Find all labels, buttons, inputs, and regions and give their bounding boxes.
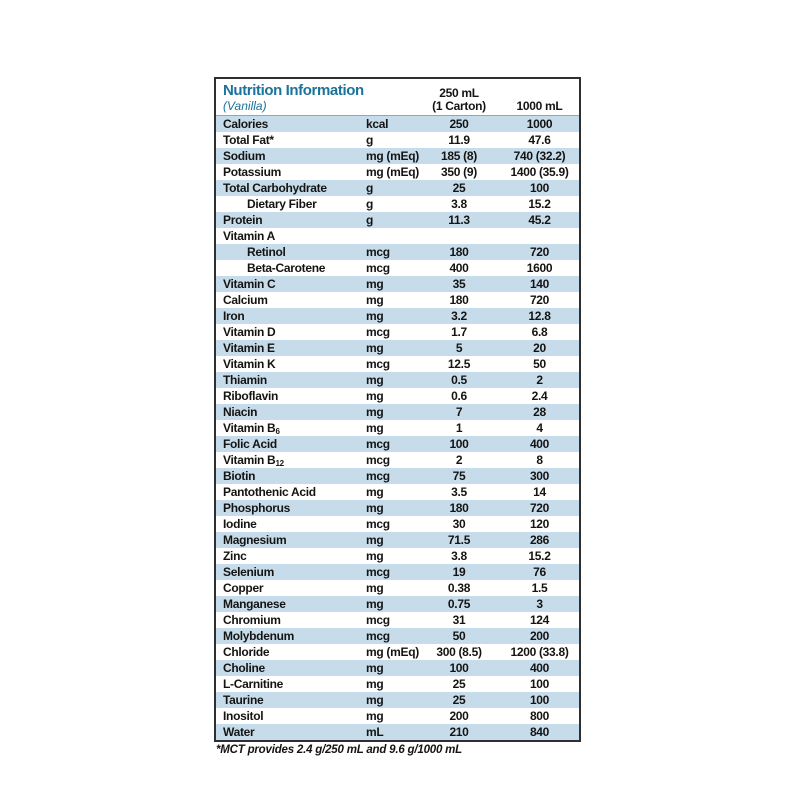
nutrient-name: Molybdenum (223, 629, 294, 643)
nutrient-name: Retinol (247, 245, 286, 259)
nutrient-name: Riboflavin (223, 389, 279, 403)
value-250ml: 75 (452, 469, 466, 483)
nutrient-name: Calcium (223, 293, 268, 307)
value-250ml: 0.5 (451, 373, 467, 387)
value-250ml: 0.38 (447, 581, 471, 595)
value-1000ml: 720 (529, 501, 550, 515)
nutrient-name: Zinc (223, 549, 247, 563)
nutrient-name: Total Fat* (223, 133, 274, 147)
nutrient-unit: mcg (366, 613, 390, 627)
value-1000ml: 100 (529, 677, 550, 691)
table-row (216, 308, 579, 324)
mct-footnote: *MCT provides 2.4 g/250 mL and 9.6 g/1000 mL (216, 744, 462, 756)
nutrient-name: Selenium (223, 565, 274, 579)
table-row (216, 564, 579, 580)
value-1000ml: 300 (529, 469, 550, 483)
nutrient-name: Vitamin $B_{12}$ (223, 453, 284, 468)
table-row (216, 708, 579, 724)
table-body (216, 116, 579, 740)
column-header-250ml-line1: 250 mL (439, 86, 479, 100)
value-250ml: 25 (452, 181, 466, 195)
nutrient-unit: mcg (366, 517, 390, 531)
value-250ml: 12.5 (447, 357, 471, 371)
nutrient-name: Chromium (223, 613, 281, 627)
value-250ml: 180 (449, 501, 469, 515)
nutrient-unit: mcg (366, 325, 390, 339)
nutrient-unit: mcg (366, 565, 390, 579)
nutrient-unit: mg (mEq) (366, 165, 419, 179)
nutrient-unit: mg (366, 533, 384, 547)
nutrient-name: Vitamin K (223, 357, 276, 371)
table-row (216, 484, 579, 500)
table-row (216, 164, 579, 180)
column-header-250ml (418, 82, 500, 113)
table-row (216, 452, 579, 468)
value-250ml: 200 (449, 709, 469, 723)
nutrition-table (214, 77, 581, 742)
value-250ml: 400 (449, 261, 469, 275)
value-1000ml: 200 (529, 629, 550, 643)
table-row (216, 660, 579, 676)
value-250ml: 7 (455, 405, 463, 419)
title-block (216, 82, 366, 113)
value-250ml: 0.6 (451, 389, 467, 403)
value-1000ml: 4 (536, 421, 543, 435)
nutrient-unit: mg (366, 373, 384, 387)
value-250ml: 0.75 (447, 597, 471, 611)
table-row (216, 404, 579, 420)
value-1000ml: 12.8 (528, 309, 551, 323)
nutrient-unit: mcg (366, 357, 390, 371)
table-row (216, 580, 579, 596)
nutrient-name: Vitamin D (223, 325, 276, 339)
table-row (216, 340, 579, 356)
table-row (216, 116, 579, 132)
table-row (216, 324, 579, 340)
value-250ml: 25 (452, 693, 466, 707)
table-row (216, 260, 579, 276)
nutrient-unit: mg (366, 277, 384, 291)
value-1000ml: 1200 (33.8) (510, 645, 569, 659)
table-row (216, 356, 579, 372)
value-250ml: 210 (449, 725, 469, 739)
nutrient-unit: mcg (366, 437, 390, 451)
value-1000ml: 140 (529, 277, 550, 291)
value-1000ml: 28 (533, 405, 546, 419)
value-250ml: 19 (452, 565, 466, 579)
table-row (216, 676, 579, 692)
nutrient-unit: g (366, 133, 374, 147)
nutrient-unit: mg (366, 597, 384, 611)
value-1000ml: 2 (536, 373, 543, 387)
value-250ml: 5 (455, 341, 463, 355)
nutrient-unit: mg (366, 677, 384, 691)
nutrient-unit: mcg (366, 245, 390, 259)
nutrient-unit: mg (366, 293, 384, 307)
value-1000ml: 8 (536, 453, 543, 467)
value-1000ml: 124 (529, 613, 550, 627)
value-1000ml: 15.2 (528, 197, 551, 211)
nutrient-unit: mg (366, 485, 384, 499)
nutrient-unit: mg (mEq) (366, 149, 419, 163)
nutrient-name: Vitamin $B_6$ (223, 421, 280, 436)
nutrient-unit: mg (366, 341, 384, 355)
value-1000ml: 76 (533, 565, 546, 579)
nutrient-name: Beta-Carotene (247, 261, 326, 275)
nutrient-name: Sodium (223, 149, 266, 163)
nutrient-name: Pantothenic Acid (223, 485, 316, 499)
nutrient-unit: mg (366, 405, 384, 419)
column-header-250ml-line2: (1 Carton) (432, 99, 486, 113)
value-250ml: 11.9 (448, 133, 470, 147)
value-1000ml: 840 (529, 725, 550, 739)
table-row (216, 724, 579, 740)
table-row (216, 516, 579, 532)
nutrient-unit: mg (366, 549, 384, 563)
table-row (216, 548, 579, 564)
value-250ml: 3.2 (451, 309, 467, 323)
value-1000ml: 1000 (526, 117, 553, 131)
value-1000ml: 1400 (35.9) (510, 165, 569, 179)
nutrient-name: Vitamin E (223, 341, 275, 355)
table-row (216, 228, 579, 244)
column-header-1000ml (500, 82, 579, 113)
value-250ml: 250 (449, 117, 469, 131)
value-250ml: 2 (455, 453, 463, 467)
value-1000ml: 720 (529, 245, 550, 259)
nutrient-name: Manganese (223, 597, 286, 611)
table-row (216, 212, 579, 228)
column-header-1000ml-label: 1000 mL (516, 99, 563, 113)
value-1000ml: 1600 (526, 261, 553, 275)
value-250ml: 1.7 (451, 325, 467, 339)
nutrient-unit: mcg (366, 469, 390, 483)
nutrient-name: Total Carbohydrate (223, 181, 327, 195)
table-row (216, 596, 579, 612)
value-1000ml: 3 (536, 597, 543, 611)
table-row (216, 148, 579, 164)
value-250ml: 30 (452, 517, 466, 531)
value-1000ml: 800 (529, 709, 550, 723)
nutrient-name: Phosphorus (223, 501, 291, 515)
value-1000ml: 14 (533, 485, 546, 499)
value-250ml: 3.5 (451, 485, 467, 499)
nutrient-name: Potassium (223, 165, 281, 179)
value-1000ml: 1.5 (531, 581, 548, 595)
value-250ml: 100 (449, 661, 469, 675)
nutrient-unit: mcg (366, 629, 390, 643)
value-250ml: 71.5 (447, 533, 471, 547)
table-row (216, 244, 579, 260)
nutrient-name: Iron (223, 309, 245, 323)
nutrient-name: Vitamin C (223, 277, 276, 291)
nutrient-unit: mg (366, 389, 384, 403)
value-1000ml: 20 (533, 341, 546, 355)
value-1000ml: 2.4 (531, 389, 548, 403)
table-row (216, 180, 579, 196)
nutrient-name: Magnesium (223, 533, 287, 547)
nutrient-name: Thiamin (223, 373, 267, 387)
table-row (216, 468, 579, 484)
nutrient-unit: mg (366, 309, 384, 323)
table-row (216, 196, 579, 212)
value-250ml: 1 (455, 421, 463, 435)
nutrient-name: Protein (223, 213, 263, 227)
value-1000ml: 50 (533, 357, 546, 371)
value-250ml: 3.8 (451, 197, 467, 211)
nutrient-unit: mg (366, 693, 384, 707)
nutrient-name: Niacin (223, 405, 258, 419)
table-row (216, 372, 579, 388)
nutrient-unit: mg (366, 421, 384, 435)
table-row (216, 692, 579, 708)
nutrient-unit: mg (366, 709, 384, 723)
value-1000ml: 400 (529, 437, 550, 451)
value-1000ml: 45.2 (528, 213, 551, 227)
nutrient-name: Vitamin A (223, 229, 275, 243)
nutrient-name: L-Carnitine (223, 677, 284, 691)
value-250ml: 31 (452, 613, 466, 627)
value-1000ml: 15.2 (528, 549, 551, 563)
value-250ml: 25 (452, 677, 466, 691)
value-250ml: 185 (8) (441, 149, 477, 163)
nutrient-unit: g (366, 181, 374, 195)
value-1000ml: 47.6 (528, 133, 551, 147)
value-1000ml: 100 (529, 693, 550, 707)
value-1000ml: 120 (529, 517, 550, 531)
nutrient-unit: mg (366, 581, 384, 595)
value-1000ml: 740 (32.2) (513, 149, 566, 163)
nutrient-unit: mcg (366, 261, 390, 275)
nutrient-name: Calories (223, 117, 268, 131)
nutrient-unit: mg (366, 661, 384, 675)
table-row (216, 276, 579, 292)
nutrient-name: Water (223, 725, 255, 739)
nutrient-name: Dietary Fiber (247, 197, 317, 211)
table-row (216, 436, 579, 452)
nutrient-name: Folic Acid (223, 437, 277, 451)
nutrient-unit: mL (366, 725, 384, 739)
table-row (216, 644, 579, 660)
value-1000ml: 720 (529, 293, 550, 307)
value-250ml: 50 (452, 629, 466, 643)
value-250ml: 300 (8.5) (436, 645, 482, 659)
nutrient-unit: kcal (366, 117, 389, 131)
table-row (216, 388, 579, 404)
value-250ml: 35 (452, 277, 466, 291)
table-subtitle-flavor: (Vanilla) (223, 99, 267, 113)
value-1000ml: 286 (529, 533, 550, 547)
table-row (216, 132, 579, 148)
nutrient-unit: mg (mEq) (366, 645, 419, 659)
value-250ml: 100 (449, 437, 469, 451)
table-row (216, 628, 579, 644)
value-250ml: 180 (449, 245, 469, 259)
value-250ml: 180 (449, 293, 469, 307)
nutrient-name: Copper (223, 581, 264, 595)
table-row (216, 612, 579, 628)
nutrient-unit: g (366, 197, 374, 211)
table-row (216, 532, 579, 548)
value-250ml: 350 (9) (441, 165, 477, 179)
nutrient-name: Biotin (223, 469, 256, 483)
table-title: Nutrition Information (223, 82, 364, 99)
nutrient-unit: mg (366, 501, 384, 515)
nutrient-unit: g (366, 213, 374, 227)
table-row (216, 500, 579, 516)
nutrient-name: Taurine (223, 693, 264, 707)
table-row (216, 292, 579, 308)
table-header (216, 79, 579, 116)
nutrient-name: Inositol (223, 709, 264, 723)
value-1000ml: 400 (529, 661, 550, 675)
value-1000ml: 100 (529, 181, 550, 195)
nutrient-name: Iodine (223, 517, 257, 531)
nutrient-name: Choline (223, 661, 265, 675)
table-row (216, 420, 579, 436)
value-250ml: 3.8 (451, 549, 467, 563)
nutrient-name: Chloride (223, 645, 270, 659)
value-1000ml: 6.8 (531, 325, 548, 339)
nutrient-unit: mcg (366, 453, 390, 467)
value-250ml: 11.3 (448, 213, 470, 227)
